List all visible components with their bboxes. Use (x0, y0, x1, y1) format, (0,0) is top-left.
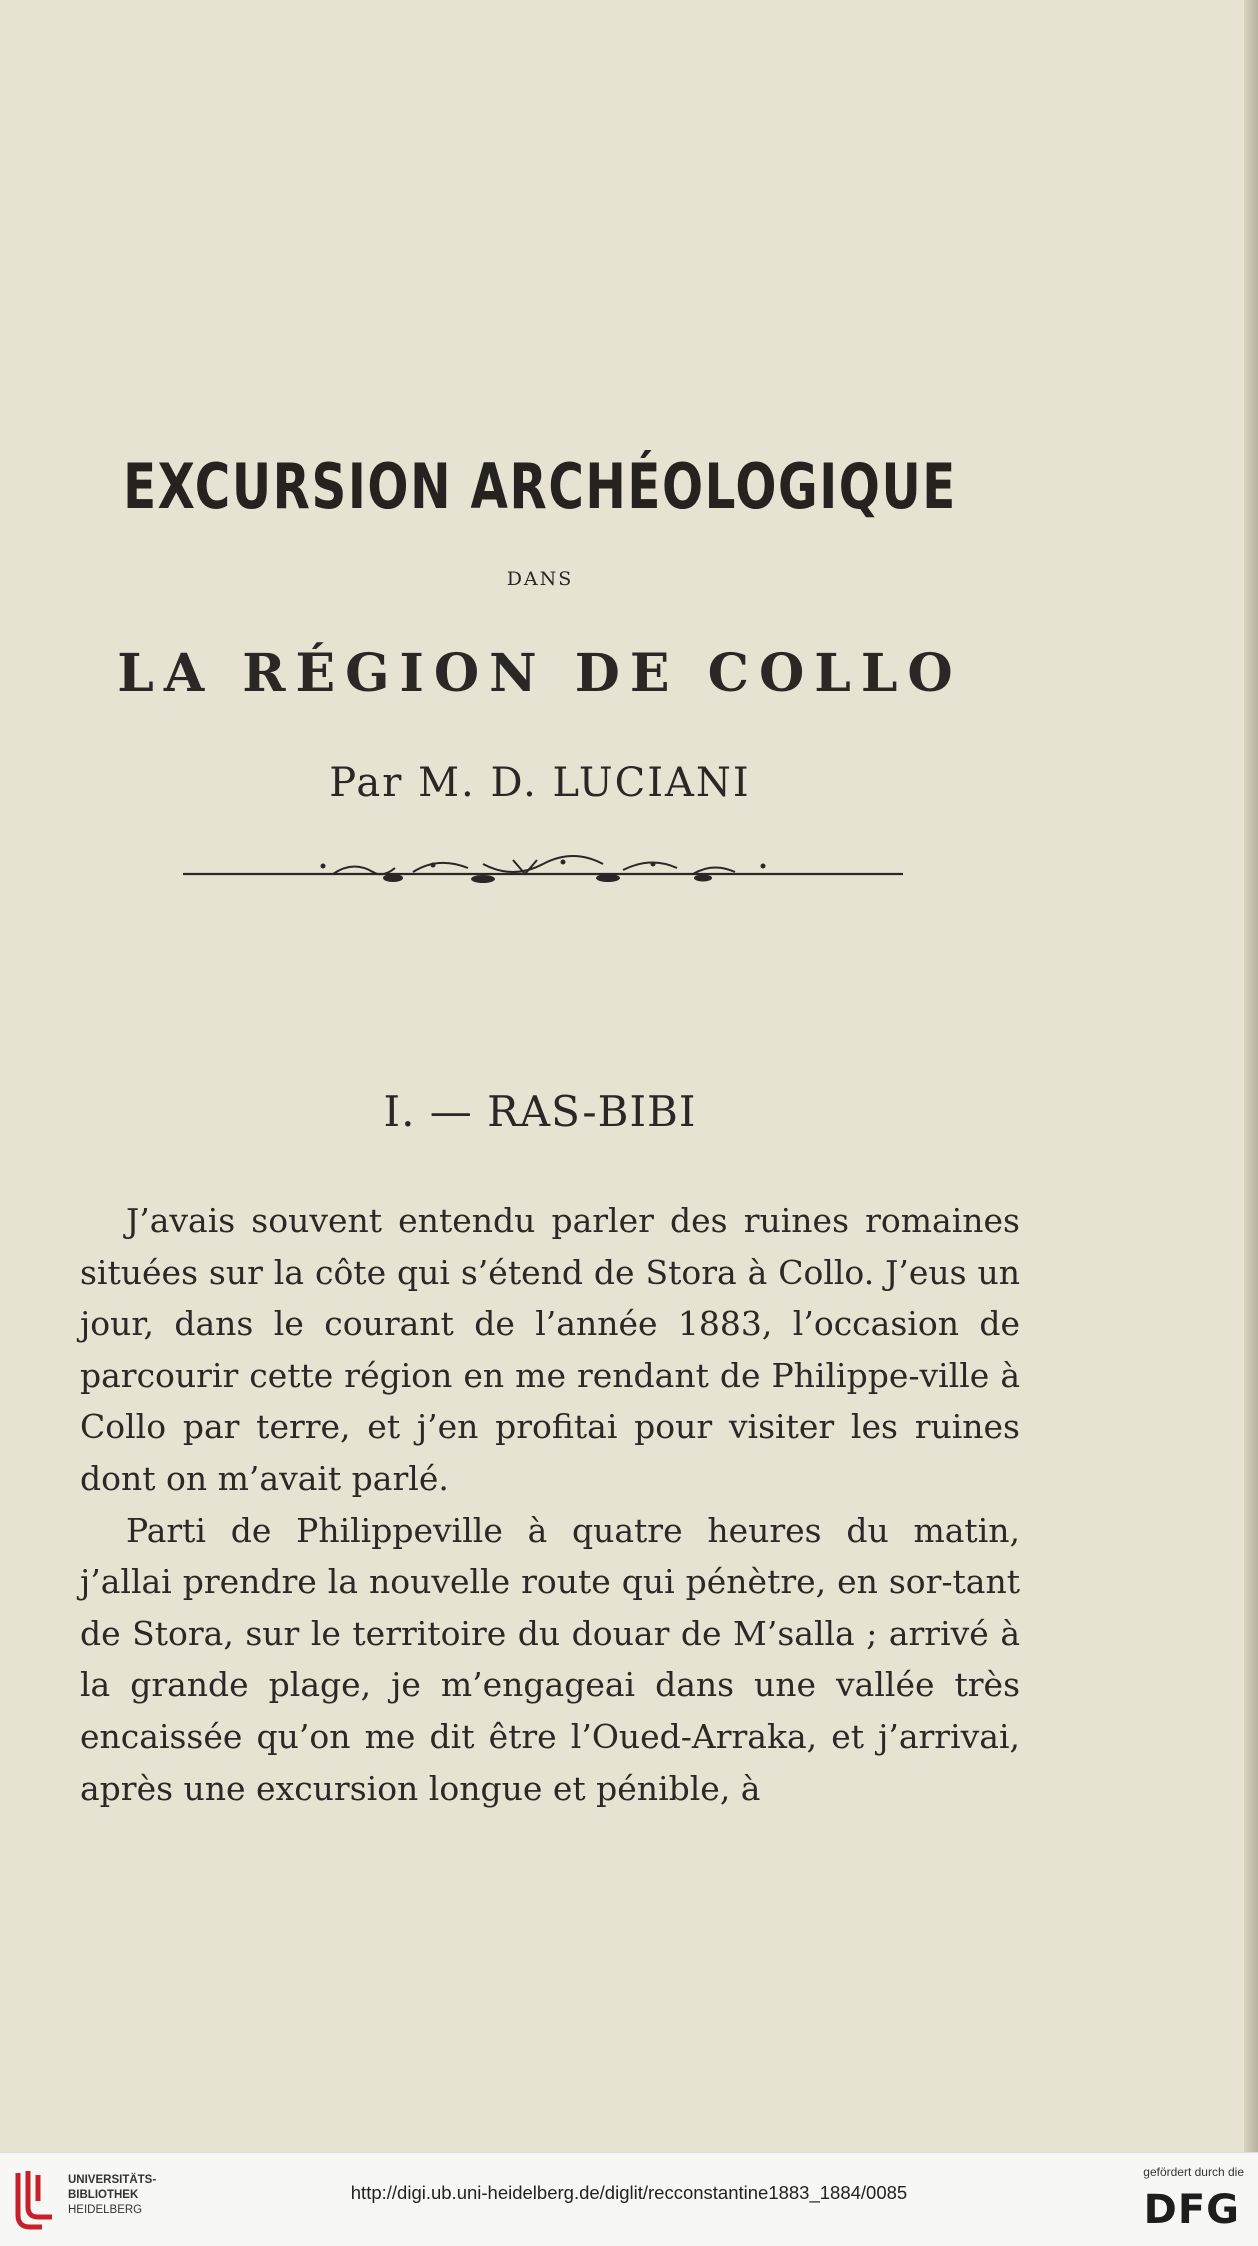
library-name-line: HEIDELBERG (68, 2204, 143, 2216)
library-name-line: UNIVERSITÄTS- (68, 2174, 157, 2186)
section-heading: I. — RAS-BIBI (383, 1087, 697, 1136)
permalink-url[interactable]: http://digi.ub.uni-heidelberg.de/diglit/recconstantine1883_1884/0085 (350, 2182, 908, 2203)
library-name-line: BIBLIOTHEK (68, 2189, 139, 2201)
paragraph: Parti de Philippeville à quatre heures du matin, j’allai prendre la nouvelle route qui pénètre, en sor-tant de Stora, sur le territoire du douar de M’salla ; arrivé à la grande plage, je m’engageai dans une vallée très encaissée qu’on me dit être l’Oued-Arraka, et j’arrivai, après une excursion longue et pénible, à (80, 1510, 1020, 1808)
paragraph: J’avais souvent entendu parler des ruines romaines situées sur la côte qui s’étend de Stora à Collo. J’eus un jour, dans le courant de l’année 1883, l’occasion de parcourir cette région en me rendant de Philippe-ville à Collo par terre, et j’en profitai pour visiter les ruines dont on m’avait parlé. (80, 1201, 1020, 1498)
title-connector: DANS (506, 568, 574, 590)
author-line: Par M. D. LUCIANI (329, 760, 751, 806)
dfg-logo[interactable]: DFG (1143, 2187, 1240, 2233)
document-subtitle: LA RÉGION DE COLLO (117, 643, 963, 704)
body-text (80, 1195, 1020, 1814)
decorative-rule-ornament-icon (183, 852, 903, 892)
page-edge (1244, 0, 1258, 2152)
viewer-footer (0, 2152, 1258, 2246)
sponsor-text: gefördert durch die (1143, 2165, 1244, 2179)
document-title: EXCURSION ARCHÉOLOGIQUE (123, 450, 957, 523)
